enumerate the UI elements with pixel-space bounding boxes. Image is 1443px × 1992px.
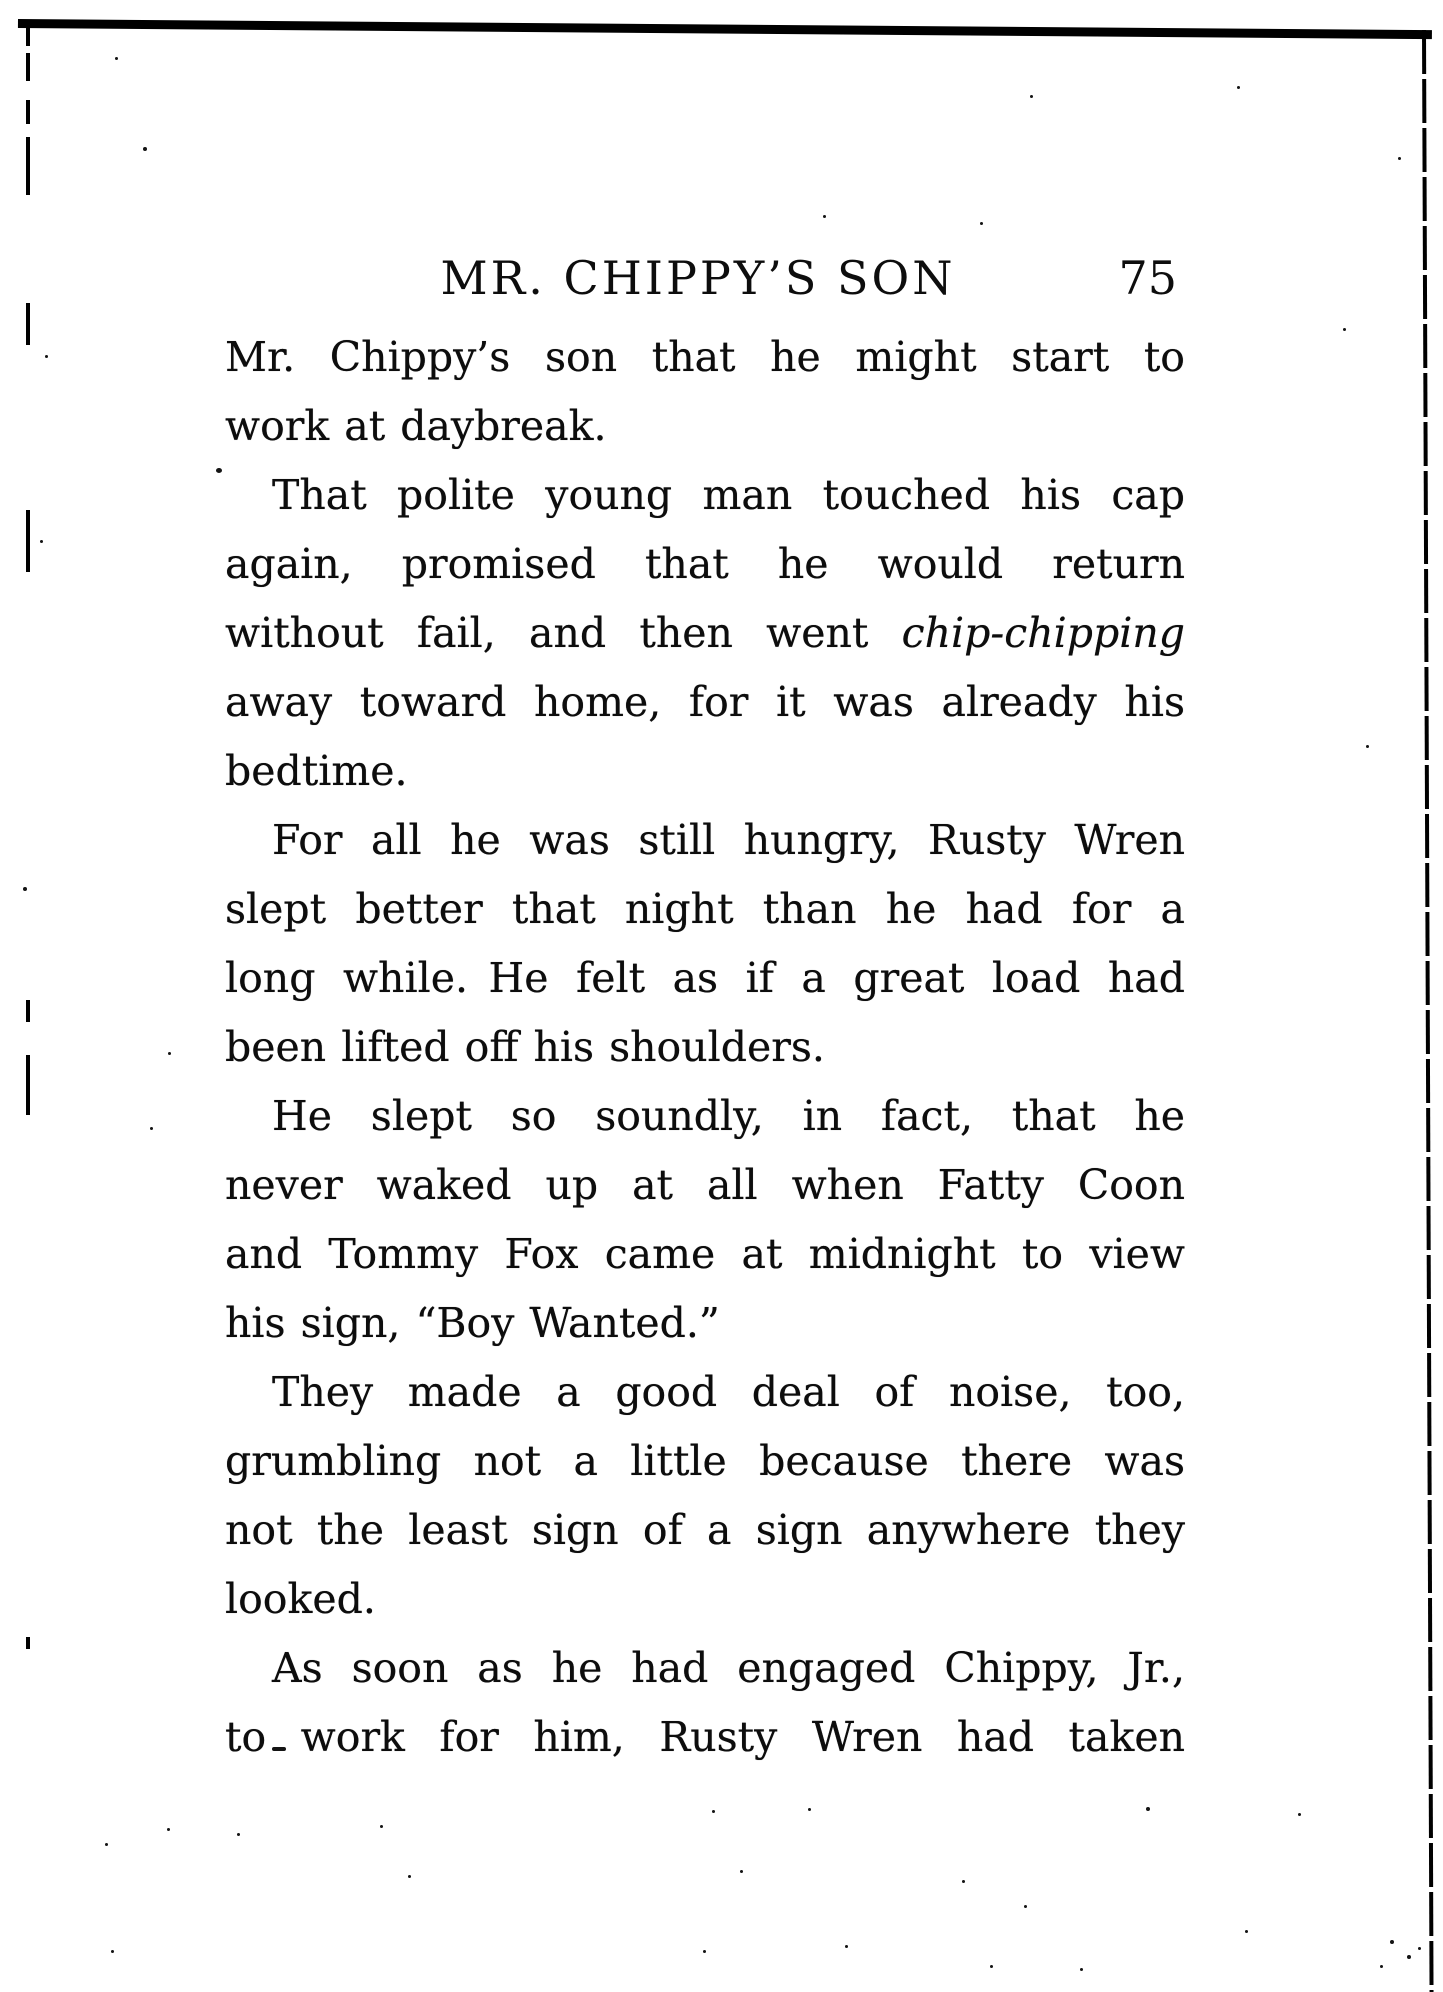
scan-edge-top bbox=[18, 19, 1432, 39]
text-segment: work at daybreak. bbox=[225, 402, 607, 450]
text-segment: and Tommy Fox came at midnight to view bbox=[225, 1230, 1185, 1278]
scan-noise-dot bbox=[111, 1950, 114, 1953]
text-body bbox=[225, 323, 1185, 1772]
text-line bbox=[225, 461, 1185, 530]
scan-noise-dot bbox=[1245, 1930, 1248, 1933]
text-segment: again, promised that he would return bbox=[225, 540, 1185, 588]
text-line bbox=[225, 323, 1185, 392]
scan-noise-dot bbox=[237, 1833, 240, 1836]
scan-noise-dot bbox=[216, 468, 222, 473]
text-segment: his sign, “Boy Wanted.” bbox=[225, 1299, 720, 1347]
scan-noise-dot bbox=[1418, 1947, 1421, 1950]
text-segment: to work for him, Rusty Wren had taken bbox=[225, 1713, 1185, 1761]
text-segment: been lifted off his shoulders. bbox=[225, 1023, 825, 1071]
scan-edge-left-segment bbox=[26, 53, 30, 81]
text-segment: never waked up at all when Fatty Coon bbox=[225, 1161, 1185, 1209]
scan-noise-dot bbox=[740, 1870, 743, 1873]
scan-noise-dot bbox=[712, 1810, 715, 1813]
paragraph bbox=[225, 1082, 1185, 1358]
text-segment: He slept so soundly, in fact, that he bbox=[272, 1092, 1185, 1140]
text-segment: away toward home, for it was already his bbox=[225, 678, 1185, 726]
scan-noise-dot bbox=[1343, 328, 1346, 331]
scan-noise-dot bbox=[1030, 95, 1033, 98]
scan-noise-dot bbox=[1298, 1813, 1301, 1816]
scan-noise-dot bbox=[143, 147, 147, 151]
text-segment: Mr. Chippy’s son that he might start to bbox=[225, 333, 1185, 381]
text-segment: grumbling not a little because there was bbox=[225, 1437, 1185, 1485]
scan-noise-dot bbox=[1366, 745, 1369, 748]
text-line bbox=[225, 944, 1185, 1013]
paragraph bbox=[225, 1634, 1185, 1772]
scan-noise-dot bbox=[380, 1825, 383, 1828]
text-segment: long while. He felt as if a great load had bbox=[225, 954, 1185, 1002]
text-segment: without fail, and then went bbox=[225, 609, 902, 657]
scan-edge-left-segment bbox=[26, 22, 30, 46]
paragraph bbox=[225, 1358, 1185, 1634]
text-line bbox=[225, 1427, 1185, 1496]
scan-noise-dot bbox=[703, 1950, 706, 1953]
text-segment: For all he was still hungry, Rusty Wren bbox=[272, 816, 1185, 864]
scan-noise-dot bbox=[1237, 86, 1240, 89]
scan-noise-dot bbox=[105, 1843, 108, 1846]
text-line bbox=[225, 875, 1185, 944]
text-line bbox=[225, 530, 1185, 599]
scan-edge-left-segment bbox=[26, 1055, 30, 1115]
scan-noise-dot bbox=[962, 1880, 965, 1883]
scan-noise-dot bbox=[1024, 1905, 1027, 1908]
text-line bbox=[225, 1703, 1185, 1772]
scan-noise-dot bbox=[1080, 1968, 1083, 1971]
text-segment: That polite young man touched his cap bbox=[272, 471, 1185, 519]
scan-edge-left-segment bbox=[26, 510, 30, 572]
scan-noise-dot bbox=[1398, 157, 1401, 160]
scan-noise-dot bbox=[115, 57, 118, 60]
text-line bbox=[225, 599, 1185, 668]
paragraph bbox=[225, 323, 1185, 461]
text-line bbox=[225, 392, 1185, 461]
text-line bbox=[225, 1151, 1185, 1220]
scan-edge-right bbox=[1422, 30, 1434, 1992]
text-line bbox=[225, 1289, 1185, 1358]
scan-edge-left-segment bbox=[26, 100, 30, 124]
text-line bbox=[225, 1565, 1185, 1634]
text-line bbox=[225, 1082, 1185, 1151]
scan-noise-dot bbox=[990, 1965, 993, 1968]
scan-noise-dot bbox=[150, 1127, 153, 1130]
page-header bbox=[225, 246, 1185, 310]
text-segment: looked. bbox=[225, 1575, 376, 1623]
page-header-title: MR. CHIPPY’S SON bbox=[440, 251, 956, 305]
text-segment: As soon as he had engaged Chippy, Jr., bbox=[272, 1644, 1185, 1692]
text-segment: They made a good deal of noise, too, bbox=[272, 1368, 1185, 1416]
text-line bbox=[225, 737, 1185, 806]
text-line bbox=[225, 1634, 1185, 1703]
paragraph bbox=[225, 461, 1185, 806]
scan-noise-dot bbox=[980, 222, 983, 225]
text-segment: slept better that night than he had for a bbox=[225, 885, 1185, 933]
scan-edge-left-segment bbox=[26, 1637, 30, 1649]
scan-edge-left-segment bbox=[26, 303, 30, 345]
italic-text: chip-chipping bbox=[901, 609, 1185, 657]
scan-noise-dot bbox=[845, 1945, 848, 1948]
scan-noise-dot bbox=[168, 1052, 171, 1055]
text-line bbox=[225, 806, 1185, 875]
paragraph bbox=[225, 806, 1185, 1082]
scan-noise-dot bbox=[1380, 1965, 1383, 1968]
text-segment: not the least sign of a sign anywhere they bbox=[225, 1506, 1185, 1554]
text-line bbox=[225, 1358, 1185, 1427]
scan-noise-dot bbox=[1407, 1955, 1411, 1959]
text-line bbox=[225, 1220, 1185, 1289]
text-segment: bedtime. bbox=[225, 747, 408, 795]
scan-noise-dot bbox=[408, 1875, 411, 1878]
text-line bbox=[225, 668, 1185, 737]
scan-noise-dot bbox=[45, 355, 48, 358]
scan-edge-left-segment bbox=[26, 137, 30, 195]
scan-noise-dot bbox=[1146, 1807, 1150, 1811]
scan-noise-dot bbox=[167, 1828, 170, 1831]
scan-noise-dot bbox=[23, 887, 27, 891]
text-line bbox=[225, 1496, 1185, 1565]
text-line bbox=[225, 1013, 1185, 1082]
scan-noise-dot bbox=[808, 1808, 811, 1811]
scan-noise-dot bbox=[823, 215, 826, 218]
scan-edge-left-segment bbox=[26, 1000, 30, 1022]
scan-noise-dot bbox=[1390, 1940, 1394, 1944]
page-number: 75 bbox=[1118, 251, 1177, 305]
scan-noise-dot bbox=[40, 540, 43, 543]
